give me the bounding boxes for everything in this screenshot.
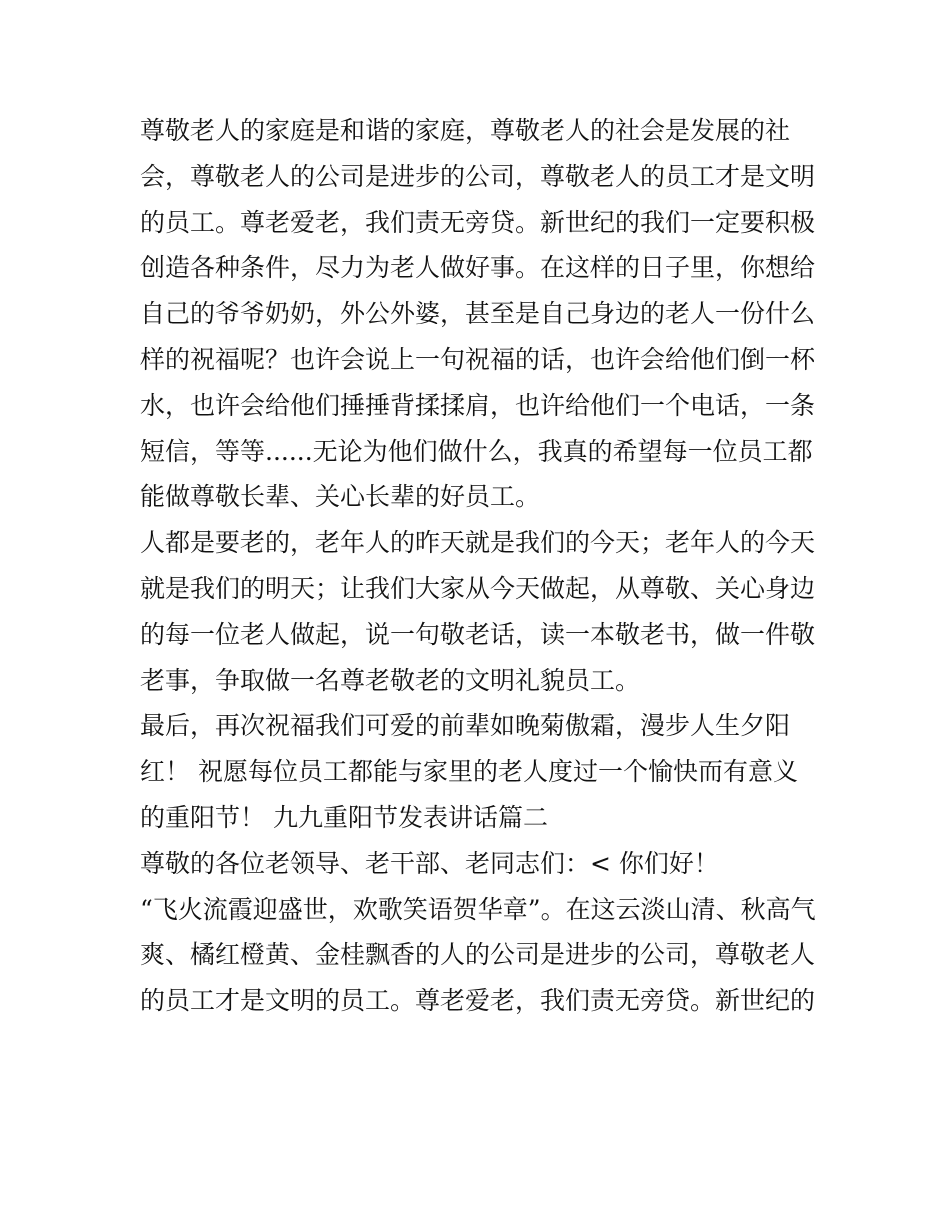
text-line: 短信，等等......无论为他们做什么，我真的希望每一位员工都 <box>140 436 813 466</box>
text-line: 的员工。尊老爱老，我们责无旁贷。新世纪的我们一定要积极 <box>140 207 816 237</box>
text-line: 会，尊敬老人的公司是进步的公司，尊敬老人的员工才是文明 <box>140 161 816 191</box>
text-line: 创造各种条件，尽力为老人做好事。在这样的日子里，你想给 <box>140 253 816 283</box>
text-line: 的员工才是文明的员工。尊老爱老，我们责无旁贷。新世纪的 <box>140 986 816 1016</box>
text-line: 就是我们的明天；让我们大家从今天做起，从尊敬、关心身边 <box>140 573 816 603</box>
text-line: 红！ 祝愿每位员工都能与家里的老人度过一个愉快而有意义 <box>140 757 798 787</box>
text-line: 能做尊敬长辈、关心长辈的好员工。 <box>140 482 541 512</box>
text-line: 尊敬的各位老领导、老干部、老同志们：< 你们好！ <box>140 848 719 878</box>
text-line: 的重阳节！ 九九重阳节发表讲话篇二 <box>140 802 548 832</box>
text-line: 样的祝福呢？也许会说上一句祝福的话，也许会给他们倒一杯 <box>140 344 816 374</box>
text-line: 尊敬老人的家庭是和谐的家庭，尊敬老人的社会是发展的社 <box>140 116 791 145</box>
text-line: 爽、橘红橙黄、金桂飘香的人的公司是进步的公司，尊敬老人 <box>140 940 816 970</box>
text-line: 自己的爷爷奶奶，外公外婆，甚至是自己身边的老人一份什么 <box>140 299 816 329</box>
text-line: 的每一位老人做起，说一句敬老话，读一本敬老书，做一件敬 <box>140 619 816 649</box>
text-line: 最后，再次祝福我们可爱的前辈如晚菊傲霜，漫步人生夕阳 <box>140 711 791 741</box>
text-line: 老事，争取做一名尊老敬老的文明礼貌员工。 <box>140 665 641 695</box>
document-body <box>140 108 820 1024</box>
text-line: “飞火流霞迎盛世，欢歌笑语贺华章”。在这云淡山清、秋高气 <box>140 894 816 924</box>
text-line: 水，也许会给他们捶捶背揉揉肩，也许给他们一个电话，一条 <box>140 390 816 420</box>
text-line: 人都是要老的，老年人的昨天就是我们的今天；老年人的今天 <box>140 528 816 558</box>
